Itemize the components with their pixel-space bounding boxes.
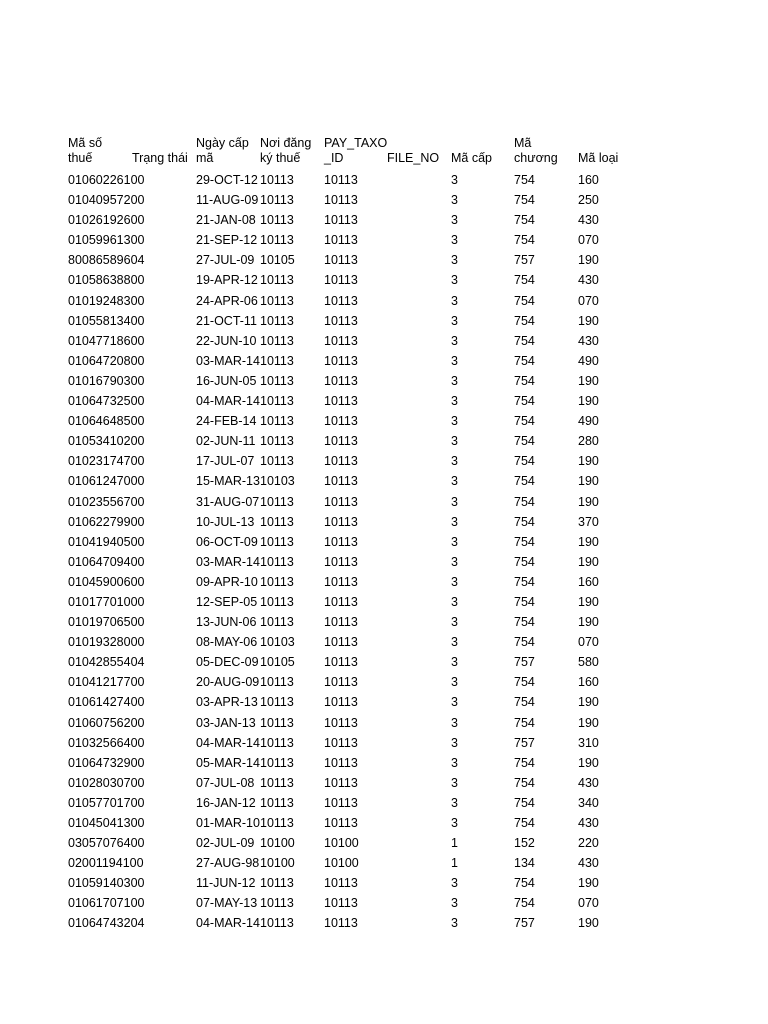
cell-ma-loai: 430	[578, 273, 599, 288]
cell-ma-so-thue: 01041217700	[68, 675, 145, 690]
cell-ma-loai: 370	[578, 514, 599, 529]
cell-ma-so-thue: 01019248300	[68, 293, 145, 308]
cell-ma-so-thue: 01064709400	[68, 554, 145, 569]
cell-ma-loai: 190	[578, 615, 599, 630]
cell-ma-cap: 3	[451, 916, 458, 931]
cell-pay-taxo-id: 10113	[324, 534, 358, 549]
cell-ma-chuong: 757	[514, 735, 535, 750]
cell-ma-cap: 3	[451, 675, 458, 690]
header-trang-thai: Trạng thái	[132, 150, 188, 165]
cell-ma-loai: 070	[578, 233, 599, 248]
cell-ngay-cap-ma: 17-JUL-07	[196, 454, 255, 469]
cell-ma-so-thue: 01017701000	[68, 594, 145, 609]
cell-ngay-cap-ma: 27-AUG-98	[196, 856, 260, 871]
cell-ma-chuong: 754	[514, 313, 535, 328]
cell-ma-cap: 3	[451, 755, 458, 770]
cell-ma-so-thue: 01064720800	[68, 353, 145, 368]
cell-ma-loai: 340	[578, 795, 599, 810]
cell-ma-chuong: 134	[514, 856, 535, 871]
cell-pay-taxo-id: 10113	[324, 474, 358, 489]
cell-noi-dang-ky: 10113	[260, 735, 294, 750]
cell-pay-taxo-id: 10113	[324, 695, 358, 710]
cell-pay-taxo-id: 10113	[324, 394, 358, 409]
cell-ma-chuong: 754	[514, 554, 535, 569]
cell-pay-taxo-id: 10113	[324, 574, 358, 589]
cell-ma-so-thue: 01023556700	[68, 494, 145, 509]
cell-ma-loai: 580	[578, 655, 599, 670]
cell-pay-taxo-id: 10113	[324, 816, 358, 830]
cell-ma-cap: 3	[451, 253, 458, 268]
header-noi-dang-ky-line2: ký thuế	[260, 150, 301, 165]
cell-ma-chuong: 754	[514, 795, 535, 810]
header-ma-so-thue-line1: Mã số	[68, 136, 103, 150]
cell-ma-so-thue: 01061427400	[68, 695, 145, 710]
cell-ma-chuong: 754	[514, 534, 535, 549]
cell-ma-loai: 190	[578, 755, 599, 770]
cell-ma-chuong: 754	[514, 775, 535, 790]
cell-ma-loai: 190	[578, 916, 599, 931]
cell-ma-so-thue: 80086589604	[68, 253, 145, 268]
cell-pay-taxo-id: 10113	[324, 655, 358, 670]
cell-ma-chuong: 757	[514, 916, 535, 931]
cell-noi-dang-ky: 10113	[260, 394, 294, 409]
cell-ma-loai: 430	[578, 775, 599, 790]
cell-ngay-cap-ma: 31-AUG-07	[196, 494, 260, 509]
cell-ngay-cap-ma: 02-JUN-11	[196, 434, 256, 449]
cell-ma-so-thue: 01059140300	[68, 876, 145, 891]
cell-noi-dang-ky: 10113	[260, 373, 294, 388]
cell-pay-taxo-id: 10113	[324, 414, 358, 429]
cell-pay-taxo-id: 10113	[324, 615, 358, 630]
cell-noi-dang-ky: 10113	[260, 273, 294, 288]
cell-ma-chuong: 754	[514, 675, 535, 690]
cell-ma-cap: 3	[451, 735, 458, 750]
cell-pay-taxo-id: 10113	[324, 233, 358, 248]
cell-noi-dang-ky: 10100	[260, 836, 295, 851]
cell-ma-so-thue: 02001194100	[68, 856, 144, 871]
cell-ma-chuong: 754	[514, 434, 535, 449]
cell-ma-loai: 430	[578, 333, 599, 348]
header-pay-taxo-line2: _ID	[324, 150, 344, 165]
cell-ngay-cap-ma: 24-FEB-14	[196, 414, 257, 429]
cell-noi-dang-ky: 10113	[260, 594, 294, 609]
cell-ma-cap: 3	[451, 554, 458, 569]
cell-ma-cap: 3	[451, 775, 458, 790]
cell-noi-dang-ky: 10113	[260, 775, 294, 790]
cell-noi-dang-ky: 10113	[260, 916, 294, 931]
cell-ma-cap: 3	[451, 655, 458, 670]
cell-ma-chuong: 754	[514, 414, 535, 429]
cell-noi-dang-ky: 10113	[260, 695, 294, 710]
cell-ngay-cap-ma: 19-APR-12	[196, 273, 258, 288]
cell-noi-dang-ky: 10113	[260, 675, 294, 690]
cell-noi-dang-ky: 10113	[260, 574, 294, 589]
cell-ma-cap: 3	[451, 333, 458, 348]
header-noi-dang-ky-line1: Nơi đăng	[260, 136, 312, 150]
cell-noi-dang-ky: 10113	[260, 434, 294, 449]
cell-ma-so-thue: 01045041300	[68, 816, 145, 830]
cell-ngay-cap-ma: 02-JUL-09	[196, 836, 255, 851]
cell-ma-chuong: 754	[514, 213, 535, 228]
cell-ngay-cap-ma: 04-MAR-14	[196, 394, 260, 409]
cell-pay-taxo-id: 10113	[324, 434, 358, 449]
cell-noi-dang-ky: 10113	[260, 333, 294, 348]
cell-ma-so-thue: 01016790300	[68, 373, 145, 388]
cell-noi-dang-ky: 10113	[260, 554, 294, 569]
cell-noi-dang-ky: 10113	[260, 896, 294, 911]
cell-pay-taxo-id: 10113	[324, 173, 358, 187]
cell-pay-taxo-id: 10113	[324, 193, 358, 208]
cell-pay-taxo-id: 10113	[324, 916, 358, 931]
cell-ma-chuong: 754	[514, 594, 535, 609]
cell-ngay-cap-ma: 06-OCT-09	[196, 534, 258, 549]
cell-noi-dang-ky: 10113	[260, 755, 294, 770]
cell-noi-dang-ky: 10113	[260, 414, 294, 429]
cell-pay-taxo-id: 10113	[324, 876, 358, 891]
cell-pay-taxo-id: 10113	[324, 795, 358, 810]
cell-ngay-cap-ma: 21-JAN-08	[196, 213, 256, 228]
cell-noi-dang-ky: 10105	[260, 655, 295, 670]
cell-ma-cap: 3	[451, 373, 458, 388]
cell-ma-so-thue: 01064743204	[68, 916, 145, 931]
cell-ma-loai: 430	[578, 213, 599, 228]
cell-ma-loai: 070	[578, 293, 599, 308]
cell-ma-chuong: 754	[514, 635, 535, 650]
cell-noi-dang-ky: 10113	[260, 876, 294, 891]
cell-ngay-cap-ma: 21-OCT-11	[196, 313, 257, 328]
cell-ngay-cap-ma: 03-JAN-13	[196, 715, 256, 730]
cell-pay-taxo-id: 10113	[324, 373, 358, 388]
cell-ngay-cap-ma: 08-MAY-06	[196, 635, 258, 650]
cell-ma-chuong: 757	[514, 655, 535, 670]
cell-ma-cap: 3	[451, 353, 458, 368]
cell-noi-dang-ky: 10113	[260, 293, 294, 308]
header-ma-chuong-line2: chương	[514, 150, 558, 165]
cell-ma-so-thue: 01064732900	[68, 755, 145, 770]
cell-noi-dang-ky: 10113	[260, 233, 294, 248]
cell-pay-taxo-id: 10113	[324, 273, 358, 288]
cell-ngay-cap-ma: 27-JUL-09	[196, 253, 255, 268]
cell-ma-loai: 310	[578, 735, 599, 750]
cell-ngay-cap-ma: 07-JUL-08	[196, 775, 255, 790]
cell-noi-dang-ky: 10113	[260, 353, 294, 368]
cell-ma-loai: 430	[578, 816, 599, 830]
cell-ma-chuong: 754	[514, 333, 535, 348]
cell-ma-so-thue: 01053410200	[68, 434, 145, 449]
header-ngay-cap-ma-line2: mã	[196, 150, 214, 165]
cell-ngay-cap-ma: 12-SEP-05	[196, 594, 258, 609]
cell-pay-taxo-id: 10113	[324, 775, 358, 790]
cell-ma-cap: 3	[451, 615, 458, 630]
cell-ma-so-thue: 01055813400	[68, 313, 145, 328]
cell-ma-loai: 190	[578, 554, 599, 569]
cell-ma-loai: 190	[578, 253, 599, 268]
cell-ma-chuong: 754	[514, 474, 535, 489]
cell-ma-loai: 160	[578, 574, 599, 589]
cell-ma-chuong: 757	[514, 253, 535, 268]
cell-ma-loai: 220	[578, 836, 599, 851]
cell-ma-loai: 190	[578, 373, 599, 388]
cell-ngay-cap-ma: 11-JUN-12	[196, 876, 256, 891]
cell-ma-chuong: 754	[514, 273, 535, 288]
cell-pay-taxo-id: 10113	[324, 715, 358, 730]
cell-ngay-cap-ma: 22-JUN-10	[196, 333, 257, 348]
cell-ma-cap: 3	[451, 876, 458, 891]
cell-ma-cap: 1	[451, 856, 458, 871]
cell-ma-loai: 070	[578, 896, 599, 911]
cell-ma-cap: 3	[451, 193, 458, 208]
cell-ma-chuong: 754	[514, 193, 535, 208]
header-ma-loai: Mã loại	[578, 150, 619, 165]
cell-ma-cap: 3	[451, 173, 458, 187]
cell-noi-dang-ky: 10113	[260, 173, 294, 187]
header-pay-taxo-line1: PAY_TAXO	[324, 136, 388, 150]
cell-ngay-cap-ma: 03-APR-13	[196, 695, 258, 710]
cell-ma-so-thue: 01019328000	[68, 635, 145, 650]
cell-pay-taxo-id: 10113	[324, 896, 358, 911]
cell-ma-chuong: 754	[514, 715, 535, 730]
cell-ngay-cap-ma: 01-MAR-10	[196, 816, 260, 830]
header-ngay-cap-ma-line1: Ngày cấp	[196, 136, 249, 150]
cell-ngay-cap-ma: 10-JUL-13	[196, 514, 255, 529]
cell-ma-loai: 190	[578, 534, 599, 549]
cell-ma-cap: 3	[451, 233, 458, 248]
cell-ngay-cap-ma: 09-APR-10	[196, 574, 258, 589]
cell-ma-so-thue: 01064648500	[68, 414, 145, 429]
cell-ma-so-thue: 01060756200	[68, 715, 145, 730]
cell-ma-loai: 190	[578, 876, 599, 891]
cell-ma-so-thue: 01058638800	[68, 273, 145, 288]
cell-ma-so-thue: 01060226100	[68, 173, 145, 187]
cell-pay-taxo-id: 10100	[324, 856, 359, 871]
cell-ma-chuong: 754	[514, 353, 535, 368]
cell-ma-cap: 3	[451, 534, 458, 549]
cell-ma-chuong: 754	[514, 454, 535, 469]
cell-pay-taxo-id: 10113	[324, 675, 358, 690]
cell-pay-taxo-id: 10113	[324, 253, 358, 268]
cell-ma-so-thue: 01057701700	[68, 795, 145, 810]
cell-ngay-cap-ma: 16-JAN-12	[196, 795, 256, 810]
cell-ngay-cap-ma: 04-MAR-14	[196, 735, 260, 750]
cell-ma-so-thue: 01064732500	[68, 394, 145, 409]
cell-ma-chuong: 754	[514, 233, 535, 248]
cell-ma-loai: 160	[578, 675, 599, 690]
cell-ngay-cap-ma: 03-MAR-14	[196, 353, 260, 368]
cell-pay-taxo-id: 10113	[324, 333, 358, 348]
cell-ngay-cap-ma: 21-SEP-12	[196, 233, 258, 248]
cell-ma-cap: 1	[451, 836, 458, 851]
cell-ma-loai: 070	[578, 635, 599, 650]
cell-ma-cap: 3	[451, 816, 458, 830]
cell-ma-cap: 3	[451, 896, 458, 911]
cell-pay-taxo-id: 10113	[324, 313, 358, 328]
cell-noi-dang-ky: 10113	[260, 454, 294, 469]
cell-ma-so-thue: 01062279900	[68, 514, 145, 529]
cell-ngay-cap-ma: 29-OCT-12	[196, 173, 258, 187]
cell-ma-chuong: 754	[514, 373, 535, 388]
cell-ma-loai: 190	[578, 715, 599, 730]
cell-ma-chuong: 754	[514, 293, 535, 308]
cell-ma-cap: 3	[451, 494, 458, 509]
cell-ma-cap: 3	[451, 313, 458, 328]
cell-ma-loai: 190	[578, 695, 599, 710]
cell-ma-cap: 3	[451, 574, 458, 589]
cell-ma-loai: 190	[578, 494, 599, 509]
cell-ma-so-thue: 01028030700	[68, 775, 145, 790]
cell-ma-chuong: 754	[514, 394, 535, 409]
cell-ngay-cap-ma: 16-JUN-05	[196, 373, 257, 388]
cell-ngay-cap-ma: 07-MAY-13	[196, 896, 258, 911]
cell-ma-loai: 190	[578, 454, 599, 469]
cell-ngay-cap-ma: 05-DEC-09	[196, 655, 259, 670]
cell-noi-dang-ky: 10113	[260, 213, 294, 228]
cell-ma-loai: 490	[578, 353, 599, 368]
cell-ma-cap: 3	[451, 795, 458, 810]
cell-pay-taxo-id: 10113	[324, 735, 358, 750]
cell-ma-so-thue: 01042855404	[68, 655, 145, 670]
cell-ma-so-thue: 01061707100	[68, 896, 145, 911]
cell-ma-cap: 3	[451, 213, 458, 228]
cell-ma-cap: 3	[451, 394, 458, 409]
cell-noi-dang-ky: 10113	[260, 816, 294, 830]
header-ma-cap: Mã cấp	[451, 150, 492, 165]
cell-ma-cap: 3	[451, 715, 458, 730]
cell-pay-taxo-id: 10113	[324, 755, 358, 770]
cell-ma-so-thue: 01026192600	[68, 213, 145, 228]
cell-ngay-cap-ma: 03-MAR-14	[196, 554, 260, 569]
cell-noi-dang-ky: 10113	[260, 615, 294, 630]
cell-noi-dang-ky: 10113	[260, 494, 294, 509]
header-ma-so-thue-line2: thuế	[68, 150, 93, 165]
cell-ma-chuong: 754	[514, 755, 535, 770]
cell-ma-so-thue: 01040957200	[68, 193, 145, 208]
cell-ma-chuong: 754	[514, 695, 535, 710]
cell-noi-dang-ky: 10100	[260, 856, 295, 871]
cell-ngay-cap-ma: 04-MAR-14	[196, 916, 260, 931]
cell-ma-loai: 280	[578, 434, 599, 449]
cell-pay-taxo-id: 10113	[324, 293, 358, 308]
header-ma-chuong-line1: Mã	[514, 136, 532, 150]
cell-ma-loai: 430	[578, 856, 599, 871]
cell-ma-cap: 3	[451, 635, 458, 650]
cell-ma-loai: 250	[578, 193, 599, 208]
cell-noi-dang-ky: 10113	[260, 795, 294, 810]
cell-noi-dang-ky: 10113	[260, 534, 294, 549]
cell-ma-loai: 190	[578, 313, 599, 328]
cell-ma-chuong: 754	[514, 574, 535, 589]
cell-noi-dang-ky: 10103	[260, 474, 295, 489]
cell-ma-cap: 3	[451, 514, 458, 529]
cell-noi-dang-ky: 10113	[260, 193, 294, 208]
cell-noi-dang-ky: 10105	[260, 253, 295, 268]
cell-ma-loai: 190	[578, 474, 599, 489]
cell-ma-cap: 3	[451, 454, 458, 469]
cell-ma-so-thue: 01061247000	[68, 474, 145, 489]
cell-ngay-cap-ma: 15-MAR-13	[196, 474, 260, 489]
cell-ma-cap: 3	[451, 594, 458, 609]
cell-ma-chuong: 754	[514, 173, 535, 187]
cell-pay-taxo-id: 10113	[324, 213, 358, 228]
cell-ngay-cap-ma: 24-APR-06	[196, 293, 258, 308]
cell-ma-chuong: 754	[514, 615, 535, 630]
cell-ma-so-thue: 03057076400	[68, 836, 145, 851]
cell-ma-cap: 3	[451, 414, 458, 429]
cell-noi-dang-ky: 10113	[260, 514, 294, 529]
cell-ngay-cap-ma: 11-AUG-09	[196, 193, 259, 208]
cell-pay-taxo-id: 10113	[324, 635, 358, 650]
cell-ma-so-thue: 01045900600	[68, 574, 145, 589]
cell-ma-cap: 3	[451, 474, 458, 489]
cell-ma-chuong: 754	[514, 896, 535, 911]
cell-ma-cap: 3	[451, 434, 458, 449]
cell-ma-loai: 160	[578, 173, 599, 187]
cell-ngay-cap-ma: 13-JUN-06	[196, 615, 257, 630]
cell-pay-taxo-id: 10113	[324, 353, 358, 368]
cell-ma-cap: 3	[451, 695, 458, 710]
cell-ma-so-thue: 01023174700	[68, 454, 145, 469]
cell-ngay-cap-ma: 05-MAR-14	[196, 755, 260, 770]
cell-ngay-cap-ma: 20-AUG-09	[196, 675, 260, 690]
cell-noi-dang-ky: 10113	[260, 715, 294, 730]
cell-pay-taxo-id: 10113	[324, 554, 358, 569]
cell-ma-loai: 190	[578, 594, 599, 609]
cell-pay-taxo-id: 10113	[324, 494, 358, 509]
cell-pay-taxo-id: 10113	[324, 594, 358, 609]
cell-ma-so-thue: 01019706500	[68, 615, 145, 630]
cell-ma-so-thue: 01041940500	[68, 534, 145, 549]
cell-pay-taxo-id: 10113	[324, 514, 358, 529]
cell-ma-so-thue: 01047718600	[68, 333, 145, 348]
header-file-no: FILE_NO	[387, 150, 440, 165]
cell-ma-chuong: 754	[514, 494, 535, 509]
cell-ma-chuong: 152	[514, 836, 535, 851]
cell-pay-taxo-id: 10113	[324, 454, 358, 469]
cell-noi-dang-ky: 10113	[260, 313, 294, 328]
cell-ma-loai: 490	[578, 414, 599, 429]
cell-ma-loai: 190	[578, 394, 599, 409]
cell-pay-taxo-id: 10100	[324, 836, 359, 851]
cell-ma-cap: 3	[451, 273, 458, 288]
cell-ma-so-thue: 01059961300	[68, 233, 145, 248]
cell-ma-so-thue: 01032566400	[68, 735, 145, 750]
cell-ma-chuong: 754	[514, 876, 535, 891]
cell-noi-dang-ky: 10103	[260, 635, 295, 650]
cell-ma-cap: 3	[451, 293, 458, 308]
cell-ma-chuong: 754	[514, 514, 535, 529]
cell-ma-chuong: 754	[514, 816, 535, 830]
